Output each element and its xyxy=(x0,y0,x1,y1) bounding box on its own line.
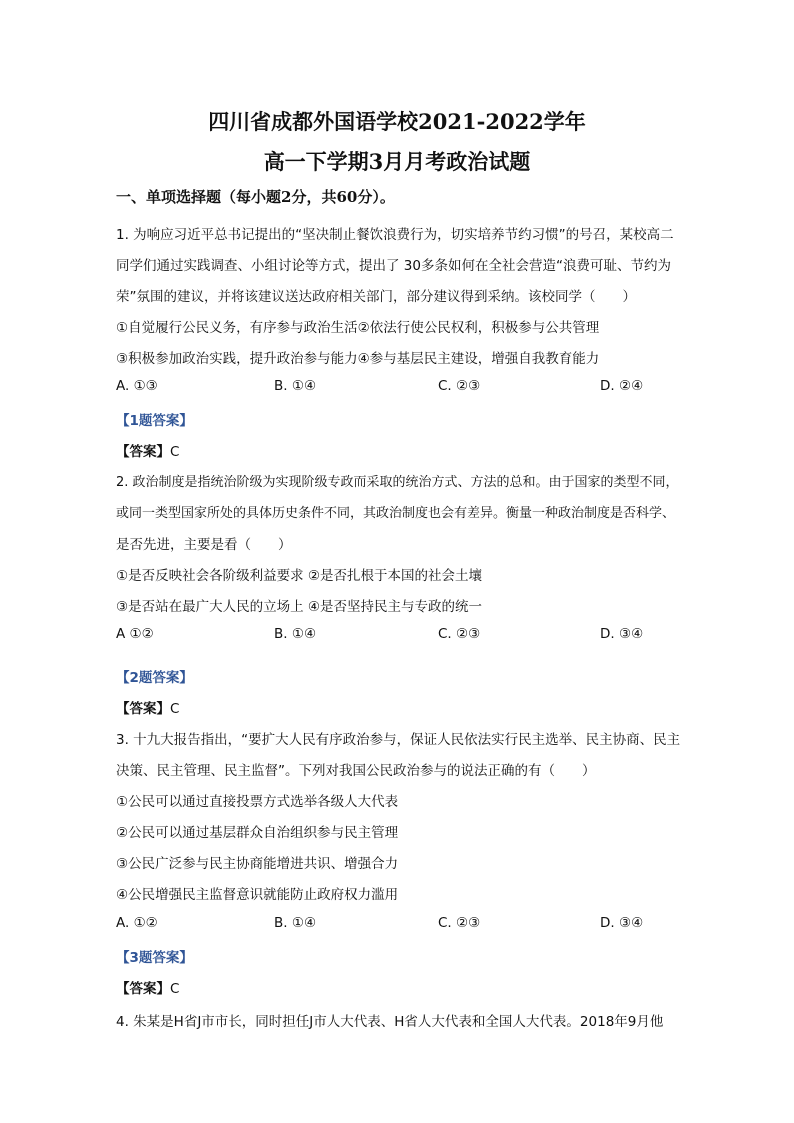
question-2-answer xyxy=(116,697,179,717)
answer-label: 【答案】 xyxy=(116,444,170,460)
question-2-answer-heading: 【2题答案】 xyxy=(116,670,193,686)
question-2-option-a: A ①② xyxy=(116,626,154,642)
question-2-item: ①是否反映社会各阶级利益要求 ②是否扎根于本国的社会土壤 xyxy=(116,568,482,584)
question-1-stem-line: 同学们通过实践调查、小组讨论等方式，提出了 30多条如何在全社会营造“浪费可耻、节约为 xyxy=(116,258,671,274)
question-2-stem-line: 或同一类型国家所处的具体历史条件不同，其政治制度也会有差异。衡量一种政治制度是否科学、 xyxy=(116,506,676,521)
answer-label: 【答案】 xyxy=(116,981,170,997)
question-1-item: ③积极参加政治实践，提升政治参与能力④参与基层民主建设，增强自我教育能力 xyxy=(116,351,600,367)
question-1-option-a: A. ①③ xyxy=(116,378,158,394)
answer-label: 【答案】 xyxy=(116,701,170,717)
question-3-stem-line: 决策、民主管理、民主监督”。下列对我国公民政治参与的说法正确的有（ ） xyxy=(116,763,596,779)
question-3-option-d: D. ③④ xyxy=(600,915,644,931)
answer-value: C xyxy=(170,444,180,460)
page-title-line-2: 高一下学期3月月考政治试题 xyxy=(263,149,531,174)
question-1-answer-heading: 【1题答案】 xyxy=(116,413,193,429)
question-1-option-b: B. ①④ xyxy=(274,378,317,394)
question-2-item: ③是否站在最广大人民的立场上 ④是否坚持民主与专政的统一 xyxy=(116,599,482,615)
question-1-answer xyxy=(116,440,179,460)
question-3-item: ④公民增强民主监督意识就能防止政府权力滥用 xyxy=(116,887,399,903)
question-3-item: ③公民广泛参与民主协商能增进共识、增强合力 xyxy=(116,856,399,872)
question-3-option-a: A. ①② xyxy=(116,915,158,931)
question-4-stem-line: 4. 朱某是H省J市市长，同时担任J市人大代表、H省人大代表和全国人大代表。2018年9月他 xyxy=(116,1014,664,1030)
question-2-stem-line: 是否先进，主要是看（ ） xyxy=(116,537,292,553)
question-3-answer xyxy=(116,977,179,997)
question-2-stem-line: 2. 政治制度是指统治阶级为实现阶级专政而采取的统治方式、方法的总和。由于国家的类型不同， xyxy=(116,475,679,490)
question-1-option-d: D. ②④ xyxy=(600,378,644,394)
question-3-item: ①公民可以通过直接投票方式选举各级人大代表 xyxy=(116,794,399,810)
question-3-answer-heading: 【3题答案】 xyxy=(116,950,193,966)
page-title-line-1: 四川省成都外国语学校2021-2022学年 xyxy=(208,109,586,134)
question-2-option-d: D. ③④ xyxy=(600,626,644,642)
question-3-item: ②公民可以通过基层群众自治组织参与民主管理 xyxy=(116,825,399,841)
question-1-stem-line: 荣”氛围的建议，并将该建议送达政府相关部门，部分建议得到采纳。该校同学（ ） xyxy=(116,289,636,305)
question-1-item: ①自觉履行公民义务，有序参与政治生活②依法行使公民权利，积极参与公共管理 xyxy=(116,320,600,336)
question-3-option-b: B. ①④ xyxy=(274,915,317,931)
question-2-option-c: C. ②③ xyxy=(438,626,481,642)
question-2-option-b: B. ①④ xyxy=(274,626,317,642)
question-3-option-c: C. ②③ xyxy=(438,915,481,931)
answer-value: C xyxy=(170,981,180,997)
section-heading: 一、单项选择题（每小题2分，共60分）。 xyxy=(116,188,395,206)
question-1-option-c: C. ②③ xyxy=(438,378,481,394)
question-3-stem-line: 3. 十九大报告指出，“要扩大人民有序政治参与，保证人民依法实行民主选举、民主协商、民主 xyxy=(116,732,681,748)
answer-value: C xyxy=(170,701,180,717)
question-1-stem-line: 1. 为响应习近平总书记提出的“坚决制止餐饮浪费行为，切实培养节约习惯”的号召，某校高二 xyxy=(116,227,674,243)
